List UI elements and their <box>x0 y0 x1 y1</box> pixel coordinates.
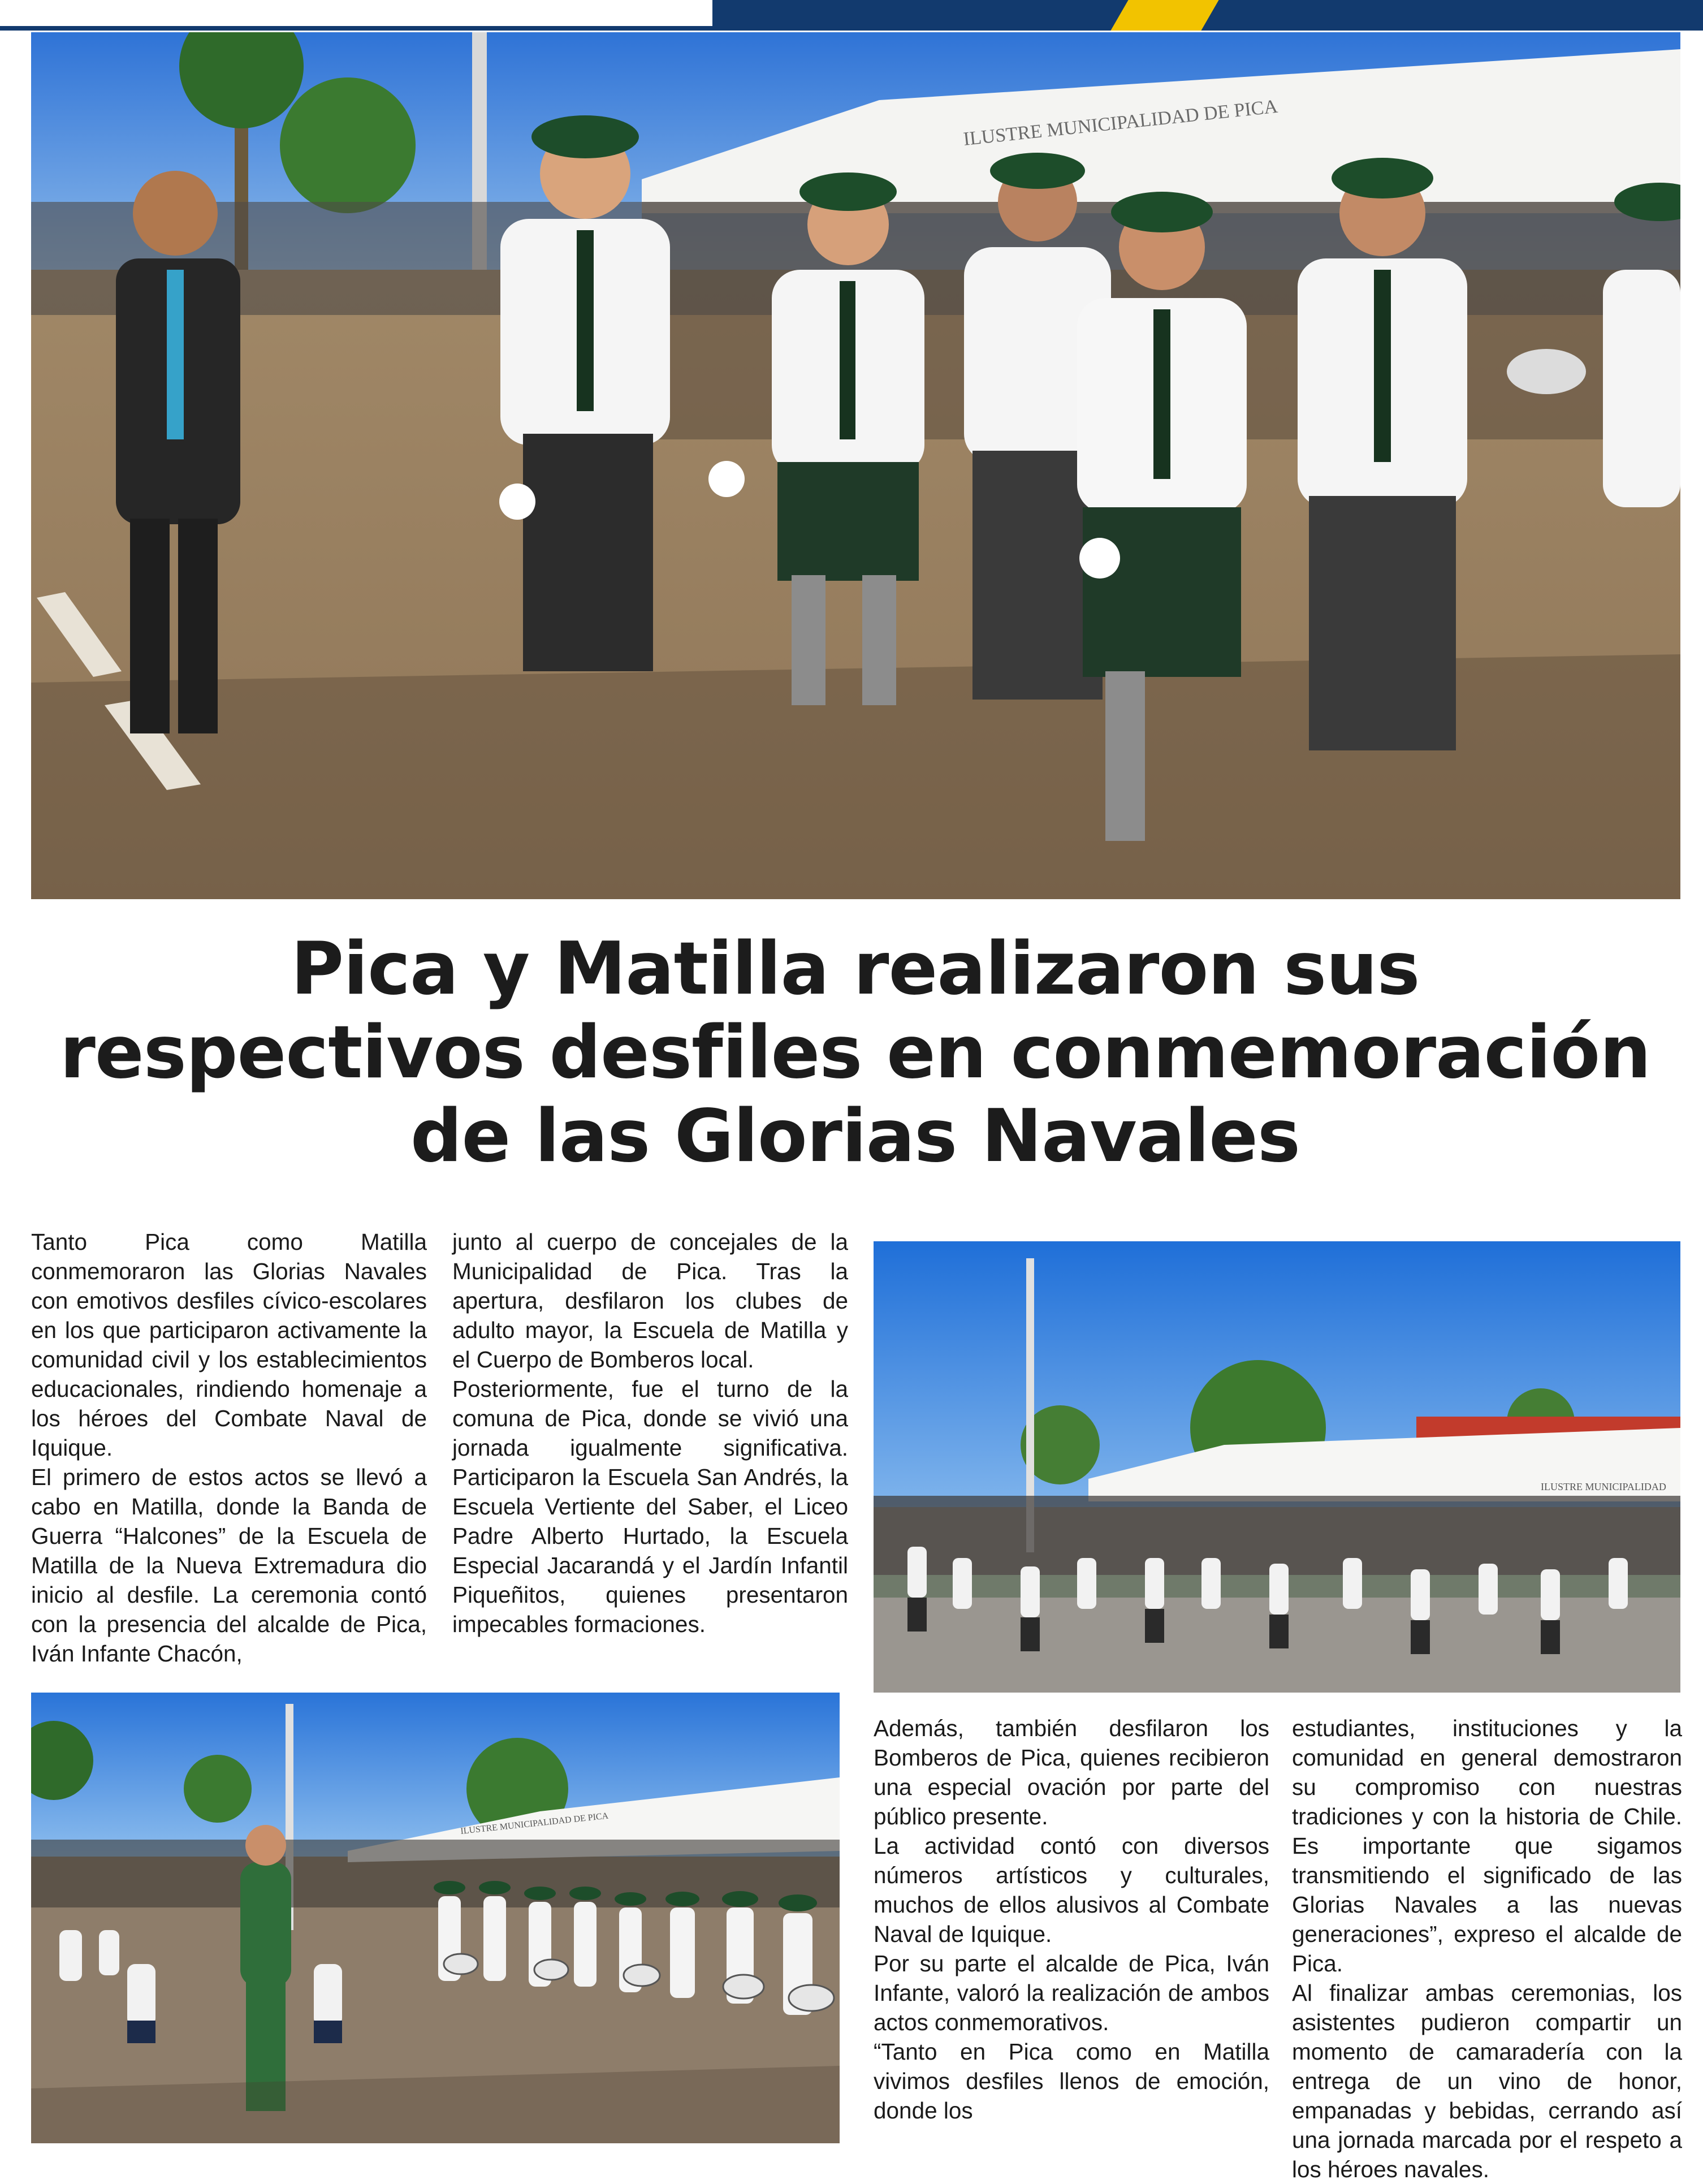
headline-line-1: Pica y Matilla realizaron sus <box>291 927 1420 1011</box>
col4-paragraph-2: Al finalizar ambas ceremonias, los asistentes pudieron compartir un momento de camaradería con la entrega de un vino de honor, empanadas y bebidas, cerrando así una jornada marcada por el respeto a los héroes navales. <box>1292 1980 1682 2182</box>
col2-paragraph-2: Posteriormente, fue el turno de la comuna de Pica, donde se vivió una jornada igualmente significativa. Participaron la Escuela San Andrés, la Escuela Vertiente del Saber, el Liceo Padre Alberto Hurtado, la Escuela Especial Jacarandá y el Jardín Infantil Piqueñitos, quienes presentaron impecables formaciones. <box>452 1376 848 1637</box>
header-white-area <box>0 0 712 26</box>
col3-paragraph-3: Por su parte el alcalde de Pica, Iván Infante, valoró la realización de ambos actos conmemorativos. <box>874 1950 1269 2035</box>
col2-paragraph-1: junto al cuerpo de concejales de la Municipalidad de Pica. Tras la apertura, desfilaron los clubes de adulto mayor, la Escuela de Matilla y el Cuerpo de Bomberos local. <box>452 1229 848 1372</box>
col3-paragraph-4: “Tanto en Pica como en Matilla vivimos desfiles llenos de emoción, donde los <box>874 2039 1269 2123</box>
article-column-2 <box>452 1227 848 1639</box>
band-parade-illustration <box>31 1693 840 2143</box>
parade-wide-illustration <box>874 1241 1680 1693</box>
col4-paragraph-1: estudiantes, instituciones y la comunidad en general demostraron su compromiso con nuestras tradiciones y con la historia de Chile. Es importante que sigamos transmitiendo el significado de las Glorias Navales a las nuevas generaciones”, expreso el alcalde de Pica. <box>1292 1715 1682 1976</box>
header-yellow-accent <box>1110 0 1218 31</box>
tent-banner-text: ILUSTRE MUNICIPALIDAD DE PICA <box>962 96 1279 150</box>
col1-paragraph-2: El primero de estos actos se llevó a cabo en Matilla, donde la Banda de Guerra “Halcones” de la Escuela de Matilla de la Nueva Extremadura dio inicio al desfile. La ceremonia contó con la presencia del alcalde de Pica, Iván Infante Chacón, <box>31 1464 427 1667</box>
section-header-bar <box>0 0 1703 31</box>
photo-bottom-left-band-parade <box>31 1693 840 2143</box>
headline-line-2: respectivos desfiles en conmemoración <box>59 1011 1651 1095</box>
article-column-1 <box>31 1227 427 1668</box>
header-rule <box>0 26 712 31</box>
col3-paragraph-2: La actividad contó con diversos números artísticos y culturales, muchos de ellos alusivos al Combate Naval de Iquique. <box>874 1833 1269 1947</box>
col1-paragraph-1: Tanto Pica como Matilla conmemoraron las Glorias Navales con emotivos desfiles cívico-escolares en los que participaron activamente la comunidad civil y los establecimientos educacionales, rindiendo homenaje a los héroes del Combate Naval de Iquique. <box>31 1229 427 1461</box>
article-column-3 <box>874 1713 1269 2125</box>
parade-photo-illustration <box>31 32 1680 899</box>
headline-line-3: de las Glorias Navales <box>410 1094 1300 1179</box>
col3-paragraph-1: Además, también desfilaron los Bomberos de Pica, quienes recibieron una especial ovación por parte del público presente. <box>874 1715 1269 1829</box>
photo-right-parade-wide <box>874 1241 1680 1693</box>
right-tent-banner-text: ILUSTRE MUNICIPALIDAD <box>1541 1481 1666 1492</box>
bottom-tent-banner-text: ILUSTRE MUNICIPALIDAD DE PICA <box>460 1811 609 1836</box>
article-column-4 <box>1292 1713 1682 2184</box>
article-headline <box>31 927 1679 1179</box>
photo-top-students-marching <box>31 32 1680 899</box>
